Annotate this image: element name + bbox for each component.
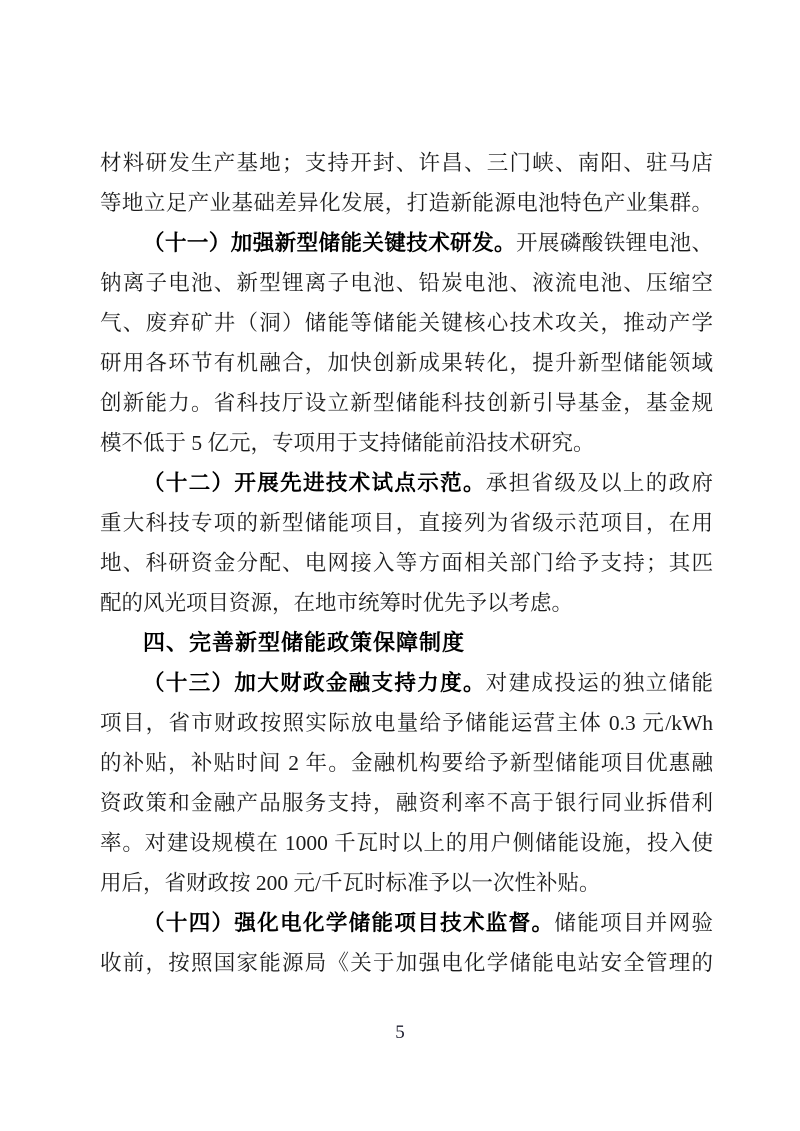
text-line (100, 943, 713, 983)
bold-lead-in: （十二）开展先进技术试点示范。 (143, 471, 486, 495)
text-line (100, 783, 713, 823)
text-segment: 研用各环节有机融合，加快创新成果转化，提升新型储能领域 (100, 351, 713, 375)
text-segment: 气、废弃矿井（洞）储能等储能关键核心技术攻关，推动产学 (100, 311, 713, 335)
text-line (100, 343, 713, 383)
text-segment: 项目，省市财政按照实际放电量给予储能运营主体 0.3 元/kWh (100, 711, 713, 735)
bold-lead-in: （十四）强化电化学储能项目技术监督。 (143, 911, 555, 935)
text-line (100, 263, 713, 303)
text-segment: 承担省级及以上的政府 (485, 471, 713, 495)
text-segment: 储能项目并网验 (554, 911, 713, 935)
text-segment: 的补贴，补贴时间 2 年。金融机构要给予新型储能项目优惠融 (100, 751, 713, 775)
text-line (100, 303, 713, 343)
text-line (100, 583, 713, 623)
text-line (100, 703, 713, 743)
text-segment: 率。对建设规模在 1000 千瓦时以上的用户侧储能设施，投入使 (100, 831, 713, 855)
text-line (100, 183, 713, 223)
text-segment: 地、科研资金分配、电网接入等方面相关部门给予支持；其匹 (100, 551, 713, 575)
text-segment: 资政策和金融产品服务支持，融资利率不高于银行同业拆借利 (100, 791, 713, 815)
text-segment: 收前，按照国家能源局《关于加强电化学储能电站安全管理的 (100, 951, 713, 975)
text-segment: 等地立足产业基础差异化发展，打造新能源电池特色产业集群。 (100, 191, 713, 215)
text-segment: 重大科技专项的新型储能项目，直接列为省级示范项目，在用 (100, 511, 713, 535)
text-line (100, 423, 713, 463)
bold-lead-in: 四、完善新型储能政策保障制度 (143, 630, 466, 655)
text-line (100, 543, 713, 583)
text-segment: 钠离子电池、新型锂离子电池、铅炭电池、液流电池、压缩空 (100, 271, 713, 295)
text-line (100, 503, 713, 543)
text-line (100, 223, 713, 263)
text-line (100, 823, 713, 863)
text-line (100, 743, 713, 783)
text-segment: 材料研发生产基地；支持开封、许昌、三门峡、南阳、驻马店 (100, 151, 713, 175)
text-segment: 用后，省财政按 200 元/千瓦时标准予以一次性补贴。 (100, 871, 601, 895)
text-line (100, 903, 713, 943)
section-heading (100, 623, 713, 663)
text-segment: 配的风光项目资源，在地市统筹时优先予以考虑。 (100, 591, 574, 615)
text-line (100, 383, 713, 423)
text-line (100, 663, 713, 703)
bold-lead-in: （十一）加强新型储能关键技术研发。 (143, 231, 516, 255)
text-segment: 开展磷酸铁锂电池、 (515, 231, 713, 255)
bold-lead-in: （十三）加大财政金融支持力度。 (143, 671, 486, 695)
text-segment: 对建成投运的独立储能 (485, 671, 713, 695)
page-number: 5 (395, 1022, 405, 1043)
text-segment: 模不低于 5 亿元，专项用于支持储能前沿技术研究。 (100, 431, 595, 455)
document-body (100, 143, 713, 983)
text-line (100, 143, 713, 183)
text-line (100, 463, 713, 503)
text-line (100, 863, 713, 903)
text-segment: 创新能力。省科技厅设立新型储能科技创新引导基金，基金规 (100, 391, 713, 415)
